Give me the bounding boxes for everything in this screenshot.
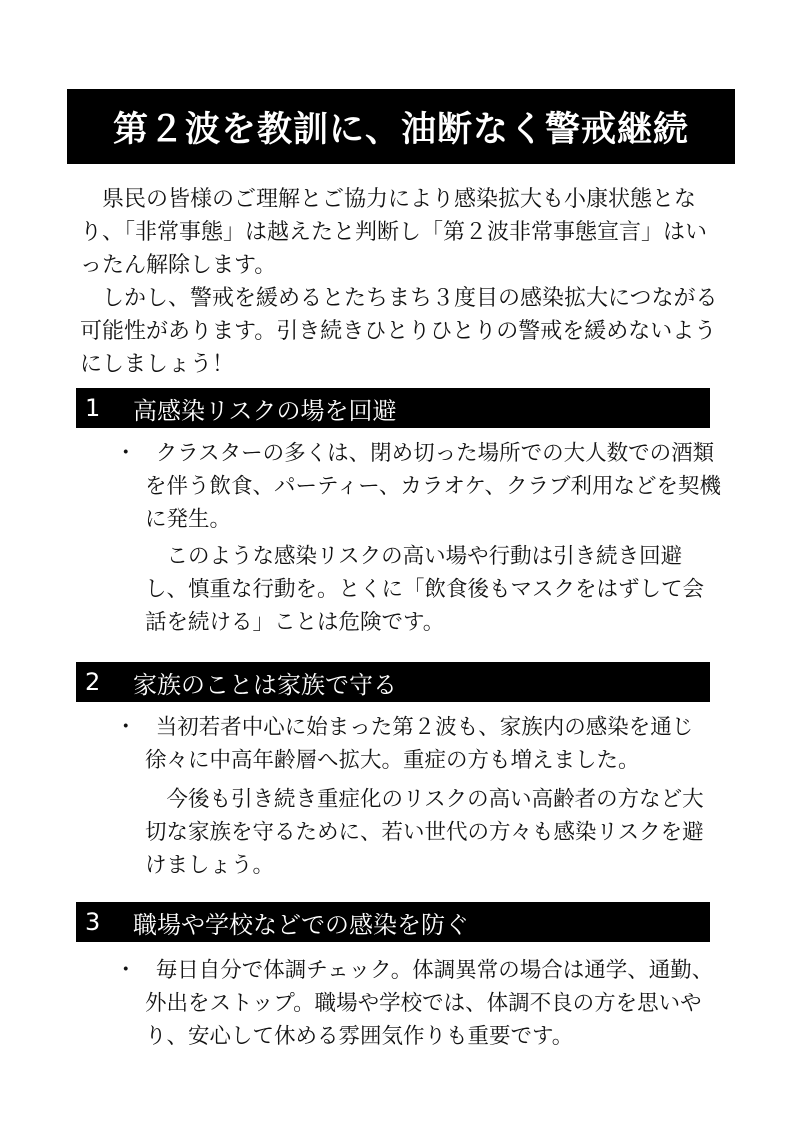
section-2-bullet bbox=[115, 711, 725, 777]
section-2-heading: 家族のことは家族で守る bbox=[133, 670, 397, 699]
section-2-header bbox=[76, 662, 710, 702]
section-2-bullet-text: 当初若者中心に始まった第２波も、家族内の感染を通じ徐々に中高年齢層へ拡大。重症の方も増えました。 bbox=[145, 715, 694, 773]
title-banner bbox=[67, 89, 735, 164]
section-1-number: 1 bbox=[85, 394, 101, 422]
section-3-header bbox=[76, 902, 710, 942]
section-3-bullet-text: 毎日自分で体調チェック。体調異常の場合は通学、通勤、外出をストップ。職場や学校では、体調不良の方を思いやり、安心して休める雰囲気作りも重要です。 bbox=[145, 958, 714, 1049]
section-1-bullet bbox=[115, 437, 725, 536]
page-title: 第２波を教訓に、油断なく警戒継続 bbox=[112, 109, 689, 150]
section-1-header bbox=[76, 388, 710, 428]
section-3-bullet bbox=[115, 954, 725, 1053]
intro-text bbox=[80, 183, 728, 381]
section-3-heading: 職場や学校などでの感染を防ぐ bbox=[133, 910, 469, 939]
intro-paragraph-1: 県民の皆様のご理解とご協力により感染拡大も小康状態となり、「非常事態」は越えたと判断し「第２波非常事態宣言」はいったん解除します。 bbox=[80, 187, 708, 278]
bullet-mark: ・ bbox=[115, 958, 137, 983]
section-1-bullet-text: クラスターの多くは、閉め切った場所での大人数での酒類を伴う飲食、パーティー、カラオケ、クラブ利用などを契機に発生。 bbox=[145, 441, 721, 532]
section-2-number: 2 bbox=[85, 668, 101, 696]
bullet-mark: ・ bbox=[115, 715, 137, 740]
section-3-number: 3 bbox=[85, 908, 101, 936]
section-1-heading: 高感染リスクの場を回避 bbox=[133, 396, 397, 425]
section-1-note: このような感染リスクの高い場や行動は引き続き回避し、慎重な行動を。とくに「飲食後もマスクをはずして会話を続ける」ことは危険です。 bbox=[145, 544, 705, 635]
intro-paragraph-2: しかし、警戒を緩めるとたちまち３度目の感染拡大につながる可能性があります。引き続きひとりひとりの警戒を緩めないようにしましょう！ bbox=[80, 286, 718, 377]
section-2-note: 今後も引き続き重症化のリスクの高い高齢者の方など大切な家族を守るために、若い世代の方々も感染リスクを避けましょう。 bbox=[145, 787, 704, 878]
bullet-mark: ・ bbox=[115, 441, 137, 466]
